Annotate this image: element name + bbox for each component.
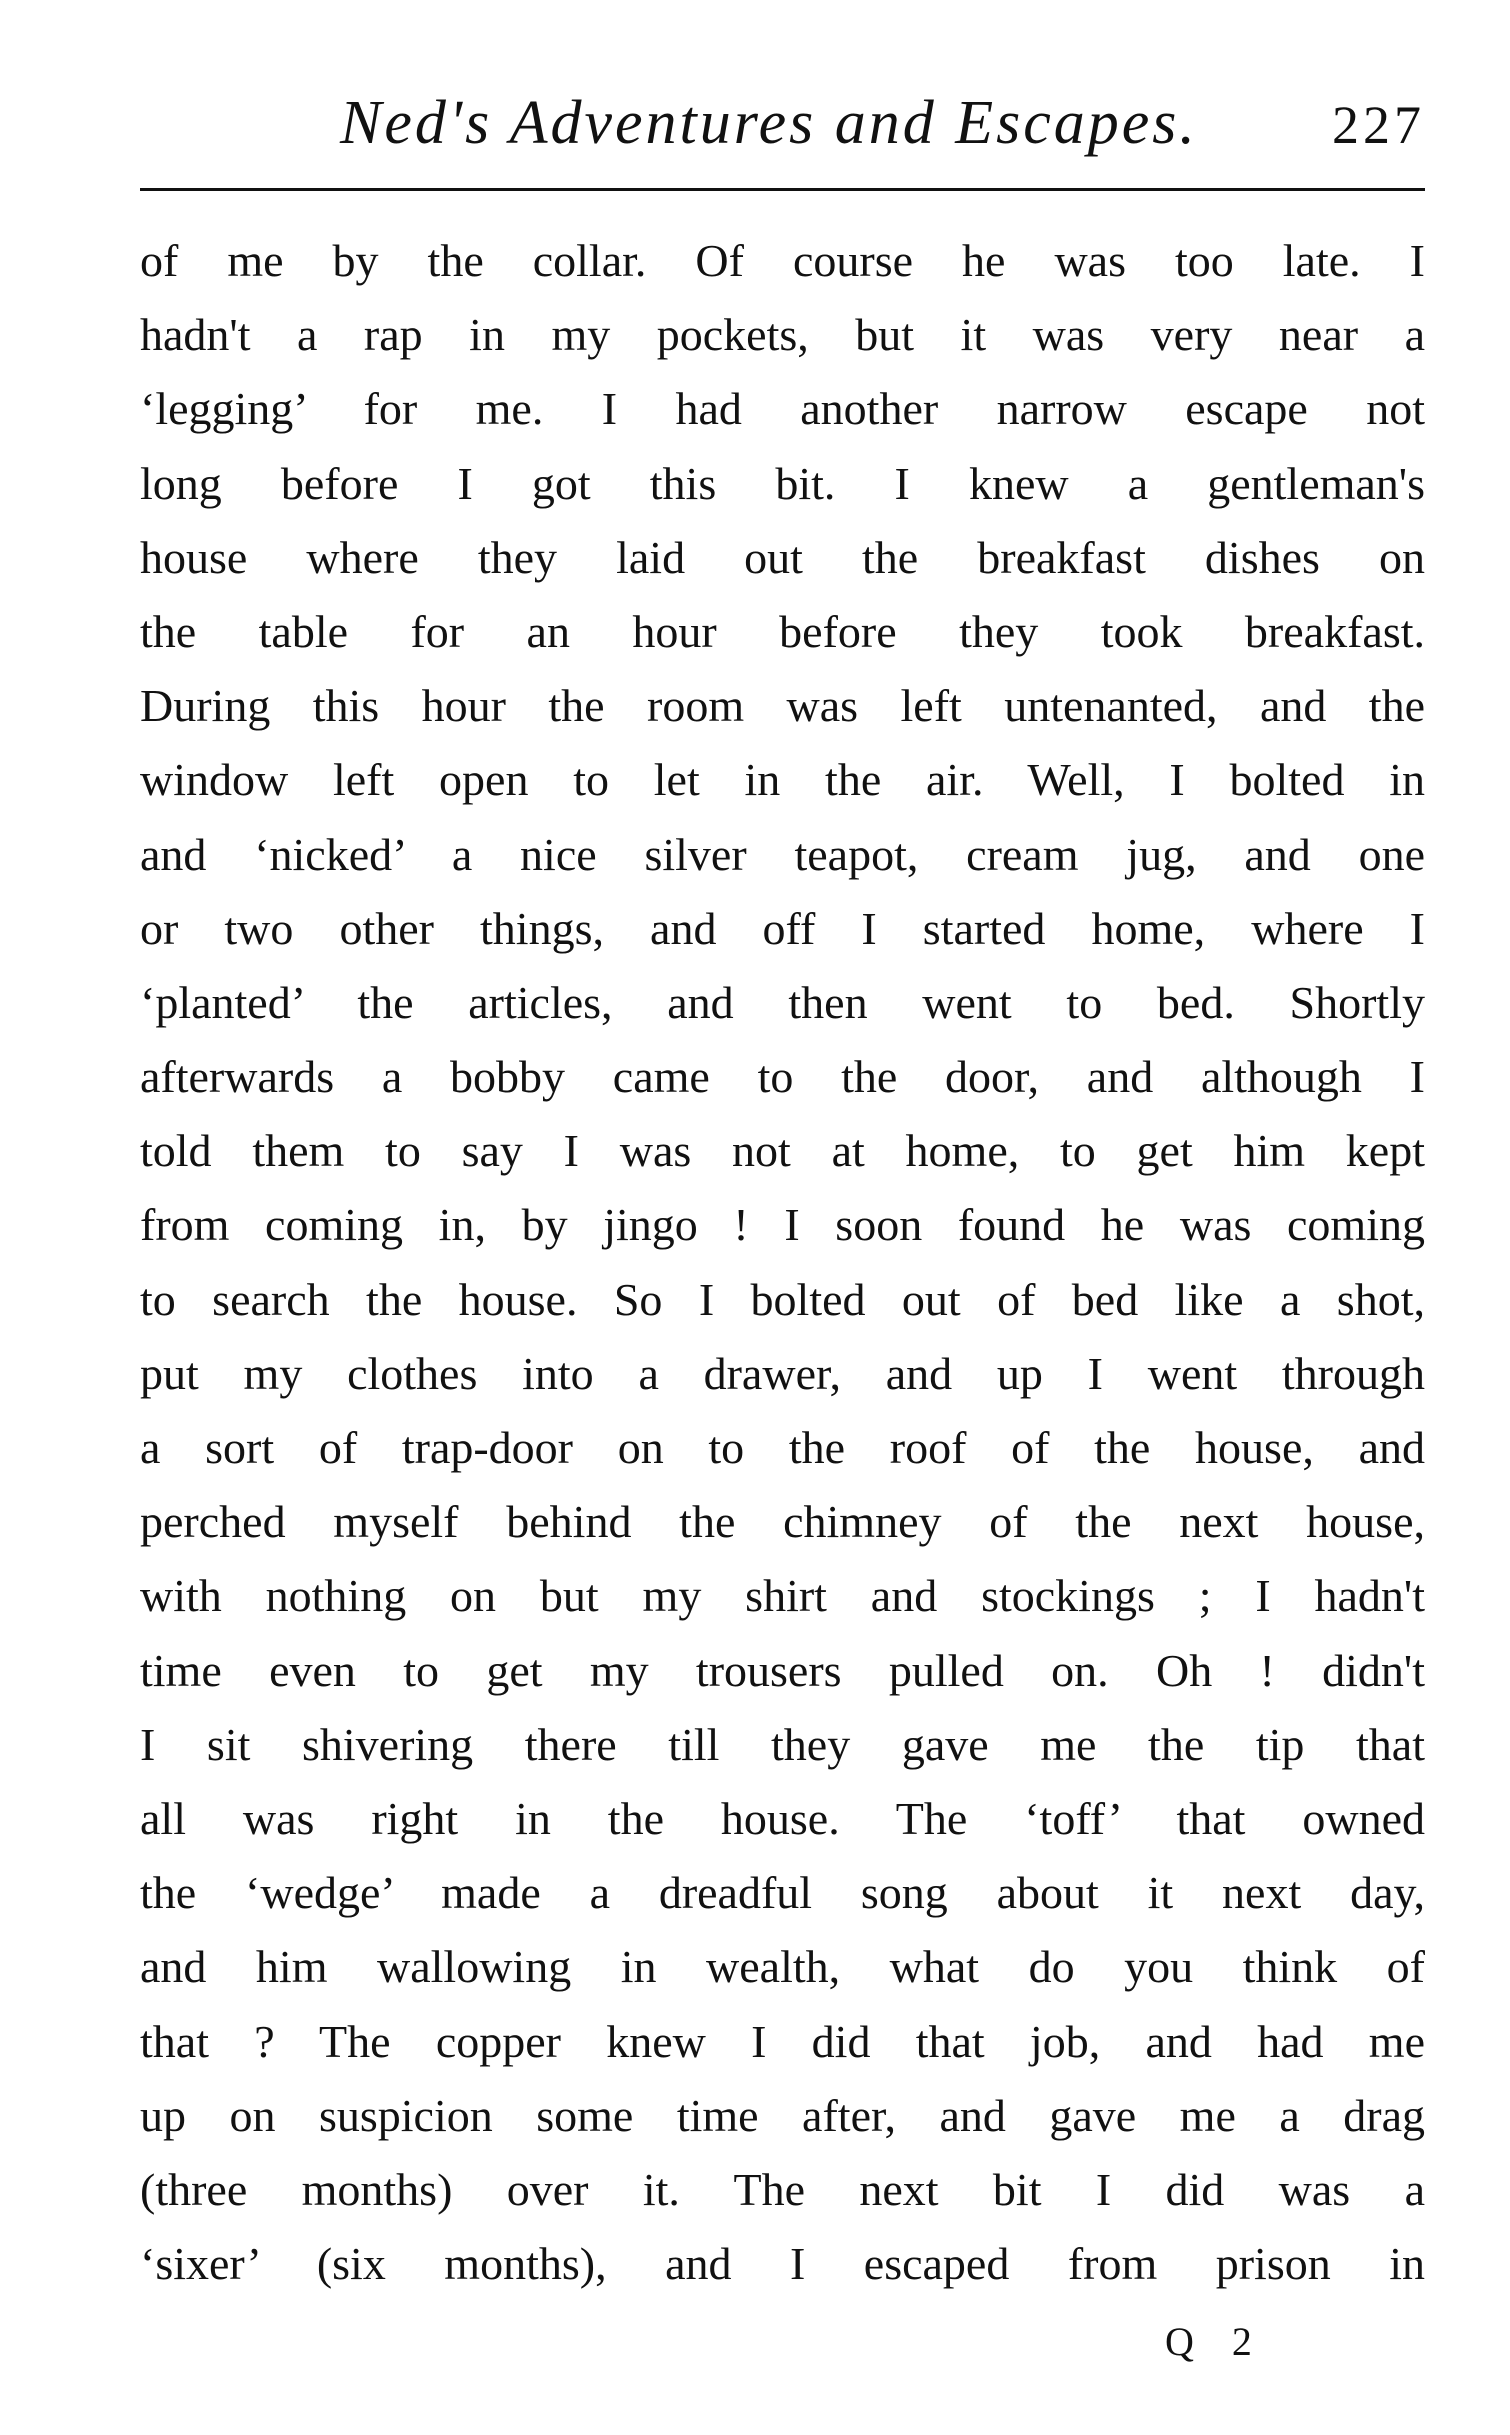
header-rule	[140, 188, 1425, 191]
text-line: and him wallowing in wealth, what do you think of	[140, 1941, 1425, 1993]
text-line: ‘planted’ the articles, and then went to bed. Shortly	[140, 976, 1425, 1028]
body-text	[140, 224, 1425, 2301]
running-title: Ned's Adventures and Escapes.	[340, 89, 1198, 157]
text-line: from coming in, by jingo ! I soon found he was coming	[140, 1199, 1425, 1251]
text-line: with nothing on but my shirt and stockings ; I hadn't	[140, 1570, 1425, 1622]
text-line: to search the house. So I bolted out of bed like a shot,	[140, 1273, 1425, 1325]
text-line: During this hour the room was left untenanted, and the	[140, 680, 1425, 732]
text-line: put my clothes into a drawer, and up I went through	[140, 1347, 1425, 1399]
text-line: the ‘wedge’ made a dreadful song about it next day,	[140, 1867, 1425, 1919]
text-line: and ‘nicked’ a nice silver teapot, cream jug, and one	[140, 828, 1425, 880]
text-line: a sort of trap-door on to the roof of the house, and	[140, 1422, 1425, 1473]
text-line: long before I got this bit. I knew a gentleman's	[140, 457, 1425, 509]
text-line: afterwards a bobby came to the door, and although I	[140, 1051, 1425, 1103]
signature-mark: Q 2	[1165, 2319, 1266, 2364]
text-line: I sit shivering there till they gave me the tip that	[140, 1718, 1425, 1770]
text-line: the table for an hour before they took breakfast.	[140, 605, 1425, 657]
text-line: told them to say I was not at home, to get him kept	[140, 1125, 1425, 1177]
text-line: hadn't a rap in my pockets, but it was very near a	[140, 309, 1425, 361]
text-line: time even to get my trousers pulled on. Oh ! didn't	[140, 1644, 1425, 1696]
page-number: 227	[1332, 95, 1425, 155]
text-line: all was right in the house. The ‘toff’ that owned	[140, 1792, 1425, 1844]
text-line: window left open to let in the air. Well, I bolted in	[140, 754, 1425, 806]
text-line: perched myself behind the chimney of the next house,	[140, 1496, 1425, 1548]
text-line: ‘legging’ for me. I had another narrow escape not	[140, 383, 1425, 435]
text-line: that ? The copper knew I did that job, and had me	[140, 2015, 1425, 2067]
text-line: ‘sixer’ (six months), and I escaped from prison in	[140, 2238, 1425, 2290]
text-line: of me by the collar. Of course he was too late. I	[140, 235, 1425, 286]
text-line: house where they laid out the breakfast dishes on	[140, 531, 1425, 583]
page-header	[140, 88, 1425, 168]
text-line: or two other things, and off I started home, where I	[140, 902, 1425, 954]
text-line: up on suspicion some time after, and gave me a drag	[140, 2089, 1425, 2141]
text-line: (three months) over it. The next bit I did was a	[140, 2163, 1425, 2215]
